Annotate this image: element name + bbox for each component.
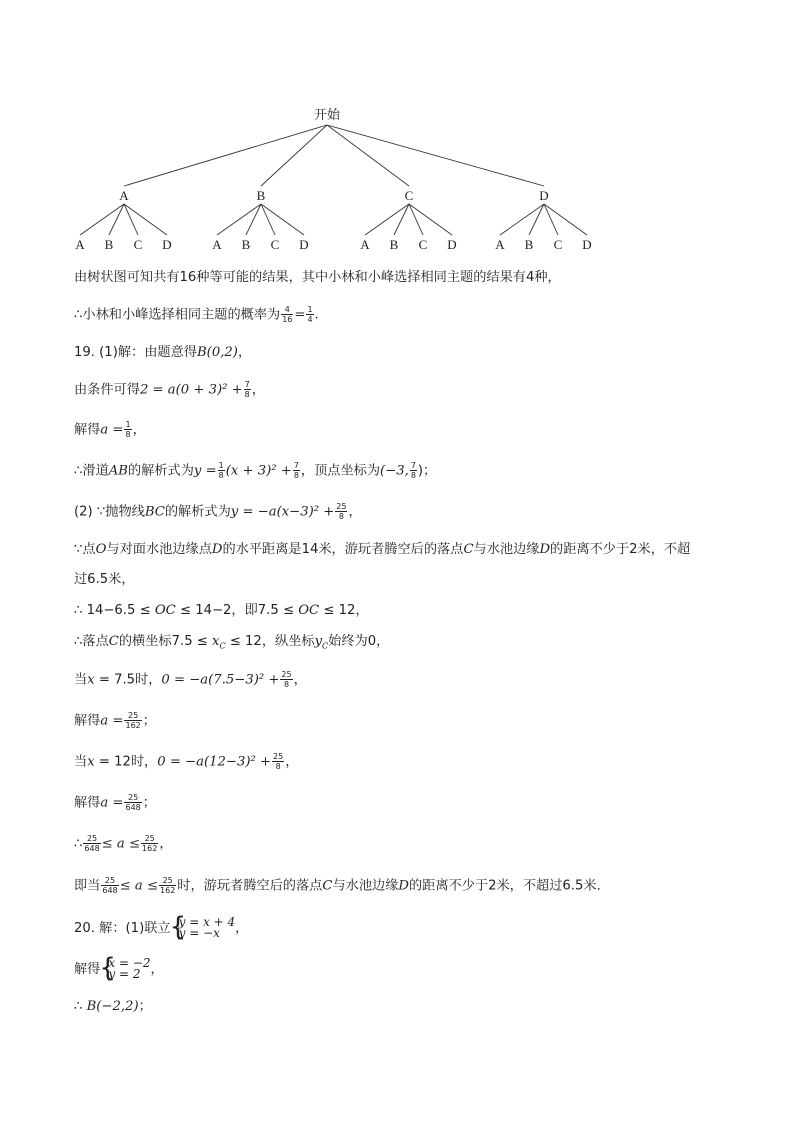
math-span: AB	[108, 463, 128, 479]
math-span: x	[87, 672, 95, 688]
math-span: x	[212, 634, 220, 649]
tree-node-level2: D	[162, 237, 172, 252]
math-subscript: C	[219, 641, 226, 651]
math-span: 2 = a(0 + 3)² +	[139, 382, 243, 398]
fraction	[159, 876, 176, 895]
fraction	[335, 502, 347, 521]
system-row: y = 2	[108, 967, 141, 981]
text-line-5	[74, 420, 146, 441]
text-span: ；	[142, 713, 156, 729]
system-row: { x = −2	[108, 956, 151, 970]
text-span: 即当	[74, 878, 101, 894]
text-line-7	[74, 502, 362, 523]
text-span: ∴小林和小峰选择相同主题的概率为	[74, 307, 281, 323]
text-span: 与对面水池边缘点	[106, 542, 212, 557]
text-span: 的水平距离是14米，游玩者腾空后的落点	[222, 542, 464, 557]
text-span: ，	[285, 754, 299, 770]
frac-den: 8	[283, 680, 290, 689]
text-line-8	[74, 540, 690, 560]
tree-branch-line	[109, 204, 124, 235]
fraction	[280, 670, 292, 689]
tree-node-level2: A	[75, 237, 85, 252]
tree-branch-line	[409, 204, 452, 235]
text-span: ；	[142, 795, 156, 811]
fraction	[293, 461, 300, 480]
text-span: 20. 解：(1)联立	[74, 921, 171, 936]
tree-branch-line	[327, 125, 544, 186]
frac-num: 25	[159, 876, 176, 886]
text-span: 解得	[74, 795, 101, 811]
text-span: ≤ 14−2，即7.5 ≤	[179, 603, 295, 618]
math-span: OC	[154, 603, 176, 618]
tree-node-level2: B	[104, 237, 114, 252]
text-line-16	[74, 834, 173, 855]
text-span: 当	[74, 672, 88, 688]
tree-branch-line	[124, 125, 327, 186]
text-span: ∴	[74, 999, 83, 1014]
frac-num: 25	[336, 502, 347, 511]
tree-node-level2: C	[418, 237, 428, 252]
math-span: 0 = −a(7.5−3)² +	[161, 672, 280, 688]
tree-node-level2: B	[524, 237, 534, 252]
math-span: D	[539, 542, 551, 557]
frac-num: 7	[293, 461, 299, 470]
fraction	[218, 461, 225, 480]
text-span: 的距离不少于2米，不超过6.5米．	[408, 878, 610, 894]
math-span: OC	[298, 603, 320, 618]
tree-node-level2: A	[212, 237, 222, 252]
tree-node-level2: D	[299, 237, 309, 252]
math-span: (x + 3)² +	[225, 463, 292, 479]
frac-num: 1	[307, 305, 313, 314]
text-span: ，	[159, 836, 173, 852]
tree-node-level2: D	[447, 237, 457, 252]
fraction	[281, 305, 293, 324]
text-span: 的距离不少于2米，不超	[550, 542, 691, 557]
tree-node-level2: B	[389, 237, 399, 252]
system-row: { y = x + 4	[178, 915, 236, 929]
text-span: ≤ 12，纵坐标	[229, 634, 315, 649]
tree-branch-line	[80, 204, 124, 235]
text-line-11	[74, 632, 389, 657]
frac-num: 25	[273, 752, 284, 761]
math-span: y = −a(x−3)² +	[230, 504, 335, 520]
frac-den: 648	[125, 803, 141, 812]
math-span: ≤ a ≤	[101, 836, 141, 852]
equation-system	[171, 917, 236, 939]
math-span: C	[108, 634, 119, 649]
frac-den: 8	[338, 512, 344, 521]
text-span: = 12时，	[98, 754, 158, 770]
text-span: ∴落点	[74, 634, 109, 649]
text-line-6	[74, 461, 436, 482]
frac-num: 1	[218, 461, 224, 470]
tree-node-level2: C	[270, 237, 280, 252]
tree-branch-line	[327, 125, 409, 186]
text-span: .	[314, 307, 319, 323]
math-subscript: C	[322, 641, 329, 651]
tree-node-level2: C	[133, 237, 143, 252]
tree-branch-line	[261, 125, 327, 186]
text-span: 时，游玩者腾空后的落点	[177, 878, 323, 894]
text-line-4	[74, 380, 265, 401]
frac-num: 7	[410, 461, 416, 470]
text-line-15	[74, 793, 156, 814]
frac-num: 25	[124, 793, 141, 803]
text-span: ，	[235, 921, 249, 936]
tree-root-label: 开始	[313, 108, 341, 123]
tree-node-level1: B	[256, 188, 266, 203]
text-line-17	[74, 876, 610, 897]
tree-node-level1: D	[539, 188, 549, 203]
frac-num: 1	[125, 420, 131, 429]
text-span: 解得	[74, 962, 101, 977]
text-span: ，	[348, 504, 362, 520]
tree-node-level1: A	[119, 188, 129, 203]
fraction	[83, 834, 100, 853]
text-line-3	[74, 343, 251, 363]
frac-num: 25	[141, 834, 158, 844]
math-span: C	[463, 542, 474, 557]
tree-node-level2: A	[360, 237, 370, 252]
equation-system	[100, 958, 150, 980]
text-line-9	[74, 570, 135, 590]
text-span: 解得	[74, 422, 101, 438]
text-span: (2) ∵抛物线	[74, 504, 145, 520]
frac-num: 25	[281, 670, 292, 679]
fraction	[306, 305, 313, 324]
text-span: 始终为0，	[328, 634, 390, 649]
math-span: a =	[100, 713, 124, 729]
fraction	[124, 420, 131, 439]
frac-den: 8	[125, 430, 131, 439]
fraction	[141, 834, 158, 853]
text-span: ，顶点坐标为	[300, 463, 381, 479]
text-span: ，	[132, 422, 146, 438]
frac-den: 162	[160, 886, 176, 895]
text-span: 与水池边缘	[473, 542, 540, 557]
frac-num: 7	[244, 380, 250, 389]
math-span: y =	[193, 463, 217, 479]
text-line-20	[74, 997, 152, 1017]
text-span: = 7.5时，	[98, 672, 162, 688]
math-span: a =	[100, 795, 124, 811]
text-line-12	[74, 670, 307, 691]
math-span: 0 = −a(12−3)² +	[157, 754, 272, 770]
text-span: 过6.5米，	[74, 572, 135, 587]
fraction	[124, 711, 141, 730]
text-line-10	[74, 601, 369, 621]
math-span: =	[294, 307, 306, 323]
tree-branch-line	[217, 204, 261, 235]
text-span: ∴ 14−6.5 ≤	[74, 603, 151, 618]
math-span: D	[398, 878, 409, 894]
text-span: ∵点	[74, 542, 96, 557]
frac-den: 16	[282, 315, 293, 324]
text-line-2	[74, 305, 319, 326]
text-line-19	[74, 958, 164, 980]
fraction	[272, 752, 284, 771]
text-span: ，	[251, 382, 265, 398]
fraction	[410, 461, 417, 480]
text-span: )；	[417, 463, 437, 479]
math-span: O	[95, 542, 107, 557]
text-span: ，	[293, 672, 307, 688]
tree-branch-line	[261, 204, 304, 235]
frac-den: 8	[218, 471, 224, 480]
frac-den: 8	[275, 762, 281, 771]
tree-diagram	[0, 95, 794, 260]
text-line-13	[74, 711, 156, 732]
tree-node-level2: B	[241, 237, 251, 252]
frac-den: 8	[293, 471, 299, 480]
math-span: y	[314, 634, 323, 649]
frac-num: 25	[83, 834, 100, 844]
tree-node-level2: A	[495, 237, 505, 252]
math-span: (−3,	[380, 463, 409, 479]
tree-branch-line	[544, 204, 587, 235]
frac-den: 648	[84, 844, 100, 853]
text-span: 当	[74, 754, 88, 770]
fraction	[244, 380, 251, 399]
text-span: 由树状图可知共有16种等可能的结果，其中小林和小峰选择相同主题的结果有4种，	[74, 270, 561, 285]
tree-node-level1: C	[404, 188, 414, 203]
text-span: ，	[150, 962, 164, 977]
text-span: ∴滑道	[74, 463, 109, 479]
math-span: C	[322, 878, 333, 894]
text-span: ∴	[74, 836, 83, 852]
frac-den: 648	[102, 886, 118, 895]
frac-den: 8	[410, 471, 416, 480]
math-span: a =	[100, 422, 124, 438]
text-line-1	[74, 268, 561, 288]
frac-num: 4	[281, 305, 293, 315]
frac-den: 162	[125, 721, 141, 730]
tree-branch-line	[246, 204, 261, 235]
frac-den: 8	[244, 390, 250, 399]
math-span: D	[211, 542, 223, 557]
fraction	[124, 793, 141, 812]
math-span: x	[87, 754, 95, 770]
text-span: 的横坐标7.5 ≤	[118, 634, 208, 649]
tree-branch-line	[529, 204, 544, 235]
text-line-14	[74, 752, 298, 773]
text-span: ≤ 12，	[323, 603, 369, 618]
text-span: 由条件可得	[74, 382, 140, 398]
math-span: B(0,2)	[196, 345, 238, 360]
text-span: ；	[138, 999, 152, 1014]
frac-num: 25	[101, 876, 118, 886]
text-line-18	[74, 917, 248, 939]
frac-num: 25	[124, 711, 141, 721]
text-span: 的解析式为	[127, 463, 194, 479]
tree-branch-line	[124, 204, 167, 235]
text-span: ，	[237, 345, 252, 360]
frac-den: 4	[307, 315, 313, 324]
math-span: ≤ a ≤	[119, 878, 159, 894]
text-span: 与水池边缘	[332, 878, 399, 894]
tree-node-level2: D	[582, 237, 592, 252]
tree-node-level2: C	[553, 237, 563, 252]
fraction	[101, 876, 118, 895]
math-span: B(−2,2)	[86, 999, 139, 1014]
text-span: 解得	[74, 713, 101, 729]
tree-branch-line	[365, 204, 409, 235]
frac-den: 162	[142, 844, 158, 853]
tree-branch-line	[500, 204, 544, 235]
tree-branch-line	[394, 204, 409, 235]
system-row: y = −x	[178, 926, 220, 940]
text-span: 的解析式为	[164, 504, 231, 520]
math-span: BC	[144, 504, 165, 520]
text-span: 19. (1)解：由题意得	[74, 345, 197, 360]
